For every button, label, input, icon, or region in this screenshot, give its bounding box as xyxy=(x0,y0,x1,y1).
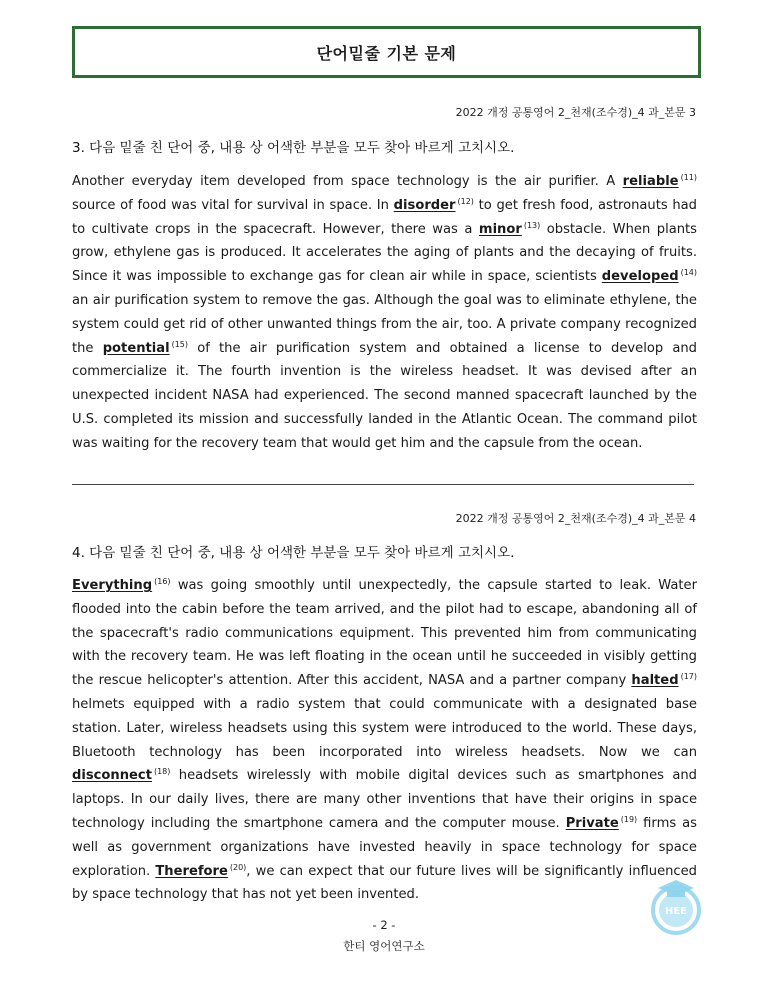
passage-text: to get fresh food, astronauts had to cultivate crops in the spacecraft. However, there was a xyxy=(72,197,697,237)
passage-text: headsets wirelessly with mobile digital devices such as smartphones and laptops. In our daily lives, there are many other inventions that have their origins in space technology including the smartphone camera and the computer mouse. xyxy=(72,768,697,831)
passage-text: obstacle. When plants grow, ethylene gas is produced. It accelerates the aging of plants and the decaying of fruits. Since it was impossible to exchange gas for clean air while in space, scientists xyxy=(72,221,697,285)
underlined-word-11: reliable xyxy=(622,174,679,189)
passage-text: of the air purification system and obtained a license to develop and commercialize it. The fourth invention is the wireless headset. It was devised after an unexpected incident NASA had experienced. The second manned spacecraft launched by the U.S. completed its mission and successfully landed in the Atlantic Ocean. The command pilot was waiting for the recovery team that would get him and the capsule from the ocean. xyxy=(72,340,697,451)
underlined-word-18: disconnect xyxy=(72,768,152,784)
question-3: 3. 다음 밑줄 친 단어 중, 내용 상 어색한 부분을 모두 찾아 바르게 고치시오. xyxy=(72,140,515,156)
underlined-word-19: Private xyxy=(565,815,619,831)
blank-number-11: (11) xyxy=(680,173,697,182)
source-line-4: 2022 개정 공통영어 2_천재(조수경)_4 과_본문 4 xyxy=(455,512,696,525)
underlined-word-12: disorder xyxy=(393,197,456,213)
passage-text: firms as well as government organizations have invested heavily in space technology for space exploration. xyxy=(72,815,697,879)
blank-number-14: (14) xyxy=(680,268,697,278)
blank-number-12: (12) xyxy=(457,196,474,206)
underlined-word-14: developed xyxy=(601,269,679,285)
underlined-word-20: Therefore xyxy=(155,863,228,879)
page-title: 단어밑줄 기본 문제 xyxy=(316,43,457,63)
source-line-3: 2022 개정 공통영어 2_천재(조수경)_4 과_본문 3 xyxy=(455,106,696,119)
blank-number-18: (18) xyxy=(153,767,171,777)
passage-text: was going smoothly until unexpectedly, the capsule started to leak. Water flooded into the cabin before the team arrived, and the pilot had to escape, abandoning all of the spacecraft's radio communications equipment. This prevented him from communicating with the recovery team. He was left floating in the ocean until he succeeded in visibly getting the rescue helicopter's attention. After this accident, NASA and a partner company xyxy=(72,578,697,689)
passage-3 xyxy=(72,170,697,456)
graduation-cap-icon xyxy=(650,876,702,938)
blank-number-20: (20) xyxy=(229,862,247,872)
blank-number-19: (19) xyxy=(620,814,638,824)
underlined-word-17: halted xyxy=(631,673,679,689)
page-number: - 2 - xyxy=(372,918,396,932)
underlined-word-13: minor xyxy=(478,221,522,237)
title-box xyxy=(72,26,701,78)
passage-text: an air purification system to remove the gas. Although the goal was to eliminate ethylene, the system could get rid of other unwanted things from the air, too. A private company recognized the xyxy=(72,292,697,356)
divider-line xyxy=(72,484,694,485)
passage-4 xyxy=(72,574,697,907)
passage-text: , we can expect that our future lives will be significantly influenced by space technology that has not yet been invented. xyxy=(72,863,697,903)
blank-number-16: (16) xyxy=(154,577,171,586)
footer-org: 한티 영어연구소 xyxy=(343,939,425,953)
blank-number-17: (17) xyxy=(680,672,697,682)
underlined-word-15: potential xyxy=(102,340,170,356)
underlined-word-16: Everything xyxy=(72,578,153,593)
blank-number-13: (13) xyxy=(523,220,541,230)
passage-text: Another everyday item developed from space technology is the air purifier. A xyxy=(72,174,623,189)
passage-text: helmets equipped with a radio system that could communicate with a designated base station. Later, wireless headsets using this system were introduced to the world. These days, Bluetooth technology has been incorporated into wireless headsets. Now we can xyxy=(72,696,697,760)
passage-text: source of food was vital for survival in space. In xyxy=(72,197,394,213)
question-4: 4. 다음 밑줄 친 단어 중, 내용 상 어색한 부분을 모두 찾아 바르게 고치시오. xyxy=(72,545,515,561)
logo-text: HEE xyxy=(664,906,688,917)
hee-logo xyxy=(650,876,702,938)
blank-number-15: (15) xyxy=(171,339,189,349)
